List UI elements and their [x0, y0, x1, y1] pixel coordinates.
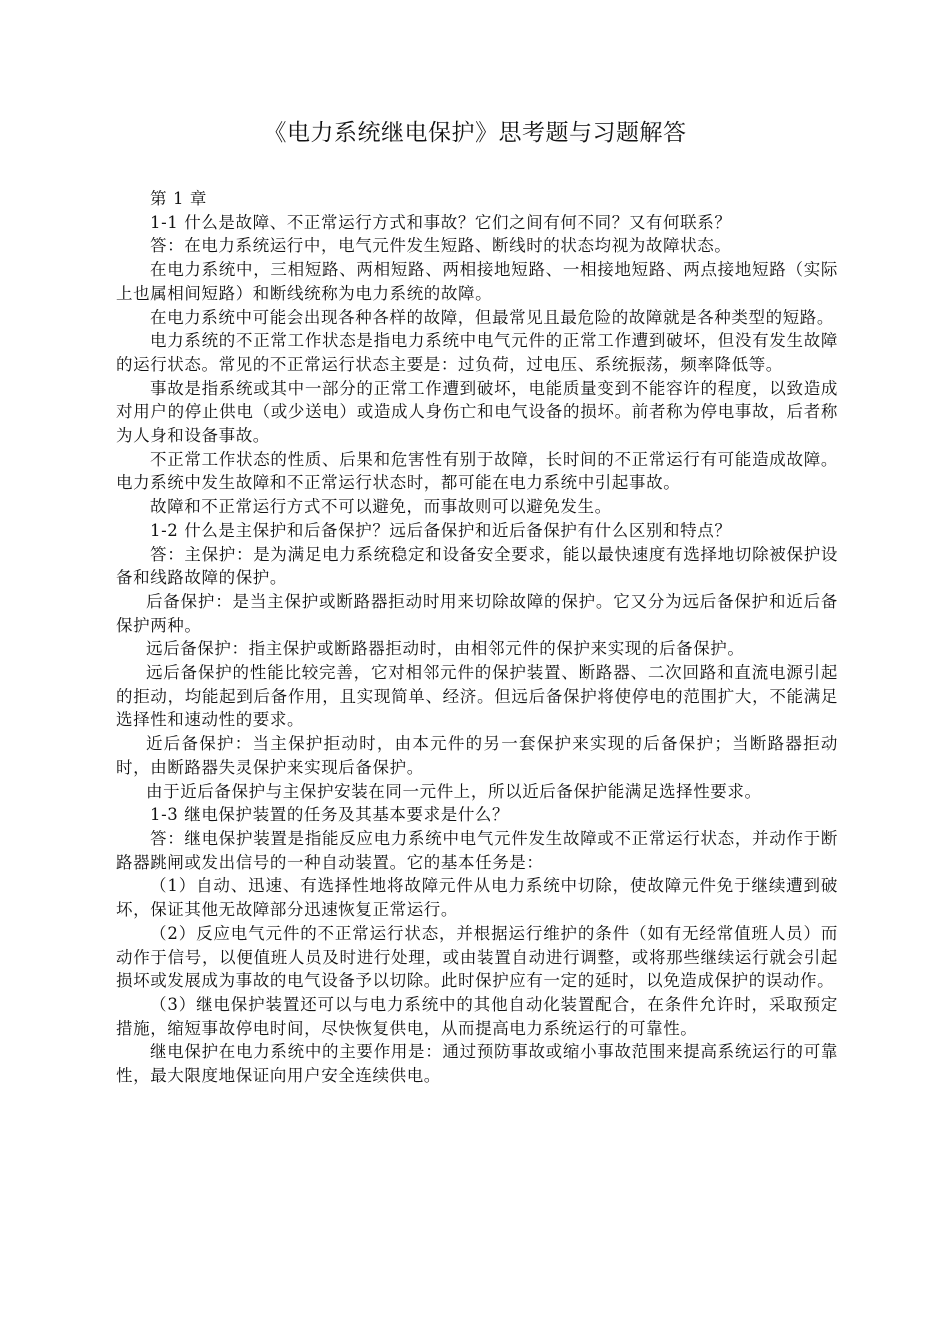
answer-list-item: （2）反应电气元件的不正常运行状态，并根据运行维护的条件（如有无经常值班人员）而动作于信号，以便值班人员及时进行处理，或由装置自动进行调整，或将那些继续运行就会引起损坏或发展成为事故的电气设备予以切除。此时保护应有一定的延时，以免造成保护的误动作。: [116, 923, 838, 991]
answer-paragraph: 答：在电力系统运行中，电气元件发生短路、断线时的状态均视为故障状态。: [150, 236, 732, 256]
answer-paragraph: 电力系统的不正常工作状态是指电力系统中电气元件的正常工作遭到破坏，但没有发生故障的运行状态。常见的不正常运行状态主要是：过负荷，过电压、系统振荡，频率降低等。: [116, 331, 838, 374]
answer-paragraph: 在电力系统中可能会出现各种各样的故障，但最常见且最危险的故障就是各种类型的短路。: [150, 307, 834, 327]
question-1-3: 1-3 继电保护装置的任务及其基本要求是什么？: [150, 805, 510, 825]
answer-paragraph: 答：主保护：是为满足电力系统稳定和设备安全要求，能以最快速度有选择地切除被保护设备和线路故障的保护。: [116, 544, 838, 588]
question-1-1: 1-1 什么是故障、不正常运行方式和事故？它们之间有何不同？又有何联系？: [150, 212, 732, 232]
question-1-2: 1-2 什么是主保护和后备保护？远后备保护和近后备保护有什么区别和特点？: [150, 520, 732, 540]
answer-paragraph: 在电力系统中，三相短路、两相短路、两相接地短路、一相接地短路、两点接地短路（实际上也属相间短路）和断线统称为电力系统的故障。: [116, 260, 838, 303]
answer-list-item: （3）继电保护装置还可以与电力系统中的其他自动化装置配合，在条件允许时，采取预定措施，缩短事故停电时间，尽快恢复供电，从而提高电力系统运行的可靠性。: [116, 994, 838, 1038]
answer-paragraph: 不正常工作状态的性质、后果和危害性有别于故障，长时间的不正常运行有可能造成故障。电力系统中发生故障和不正常运行状态时，都可能在电力系统中引起事故。: [116, 449, 838, 493]
chapter-heading: 第 1 章: [150, 189, 207, 208]
answer-list-item: （1）自动、迅速、有选择性地将故障元件从电力系统中切除，使故障元件免于继续遭到破坏，保证其他无故障部分迅速恢复正常运行。: [116, 876, 838, 920]
answer-paragraph: 后备保护：是当主保护或断路器拒动时用来切除故障的保护。它又分为远后备保护和近后备保护两种。: [116, 591, 838, 635]
document-title: 《电力系统继电保护》思考题与习题解答: [263, 120, 687, 146]
answer-paragraph: 答：继电保护装置是指能反应电力系统中电气元件发生故障或不正常运行状态，并动作于断路器跳闸或发出信号的一种自动装置。它的基本任务是：: [116, 828, 838, 872]
answer-paragraph: 故障和不正常运行方式不可以避免，而事故则可以避免发生。: [150, 497, 612, 517]
answer-paragraph: 继电保护在电力系统中的主要作用是：通过预防事故或缩小事故范围来提高系统运行的可靠性，最大限度地保证向用户安全连续供电。: [116, 1042, 838, 1086]
answer-paragraph: 远后备保护的性能比较完善，它对相邻元件的保护装置、断路器、二次回路和直流电源引起的拒动，均能起到后备作用，且实现简单、经济。但远后备保护将使停电的范围扩大，不能满足选择性和速动性的要求。: [116, 663, 838, 730]
answer-paragraph: 由于近后备保护与主保护安装在同一元件上，所以近后备保护能满足选择性要求。: [146, 781, 762, 801]
document-body: [116, 187, 838, 1088]
answer-paragraph: 近后备保护：当主保护拒动时，由本元件的另一套保护来实现的后备保护；当断路器拒动时，由断路器失灵保护来实现后备保护。: [116, 734, 838, 777]
answer-paragraph: 事故是指系统或其中一部分的正常工作遭到破坏，电能质量变到不能容许的程度，以致造成对用户的停止供电（或少送电）或造成人身伤亡和电气设备的损坏。前者称为停电事故，后者称为人身和设备事故。: [116, 378, 838, 446]
answer-paragraph: 远后备保护：指主保护或断路器拒动时，由相邻元件的保护来实现的后备保护。: [146, 639, 745, 659]
